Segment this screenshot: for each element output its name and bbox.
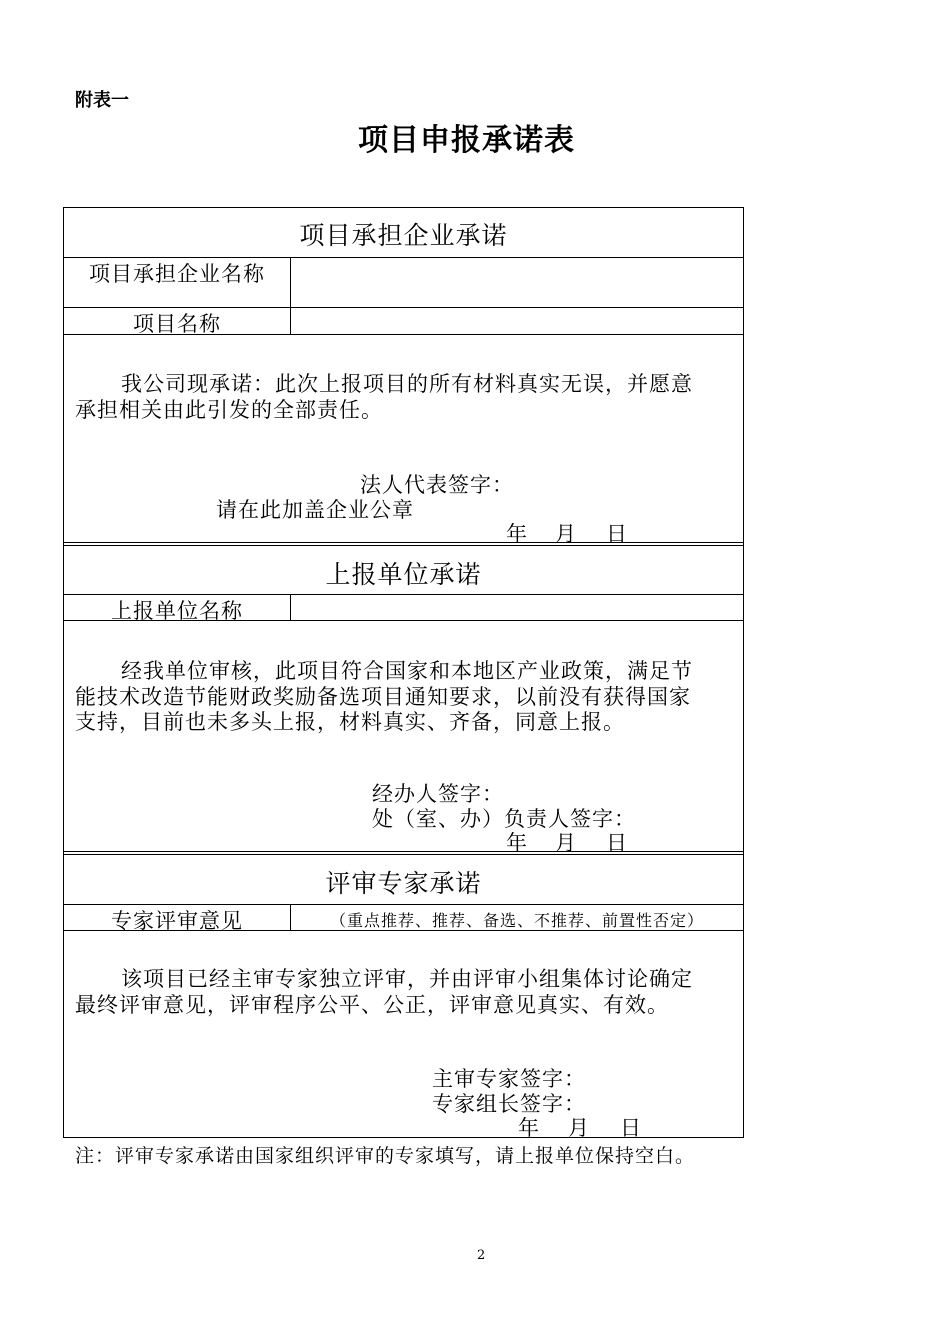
section-heading-expert-review: 评审专家承诺 bbox=[325, 869, 482, 898]
expert-pledge-line-2: 最终评审意见，评审程序公平、公正，评审意见真实、有效。 bbox=[75, 993, 669, 1017]
project-name-field[interactable] bbox=[292, 309, 742, 333]
page-number: 2 bbox=[477, 1248, 486, 1263]
reporting-unit-name-label: 上报单位名称 bbox=[111, 599, 243, 623]
unit-pledge-line-2: 能技术改造节能财政奖励备选项目通知要求，以前没有获得国家 bbox=[75, 685, 691, 709]
expert-pledge-line-1: 该项目已经主审专家独立评审，并由评审小组集体讨论确定 bbox=[121, 967, 693, 991]
enterprise-pledge-line-2: 承担相关由此引发的全部责任。 bbox=[75, 398, 383, 422]
group-leader-signature-label: 专家组长签字： bbox=[432, 1092, 586, 1116]
date-month-label: 月 bbox=[555, 831, 577, 855]
company-name-label: 项目承担企业名称 bbox=[89, 262, 265, 286]
unit-pledge-line-1: 经我单位审核，此项目符合国家和本地区产业政策，满足节 bbox=[121, 659, 693, 683]
enterprise-pledge-line-1: 我公司现承诺：此次上报项目的所有材料真实无误，并愿意 bbox=[121, 372, 693, 396]
company-seal-note: 请在此加盖企业公章 bbox=[216, 498, 414, 522]
date-day-label: 日 bbox=[620, 1116, 642, 1140]
section-heading-reporting-unit: 上报单位承诺 bbox=[325, 560, 482, 589]
appendix-label: 附表一 bbox=[75, 90, 129, 111]
date-year-label: 年 bbox=[506, 831, 528, 855]
footnote: 注：评审专家承诺由国家组织评审的专家填写，请上报单位保持空白。 bbox=[75, 1145, 696, 1167]
date-day-label: 日 bbox=[606, 522, 628, 546]
date-month-label: 月 bbox=[555, 522, 577, 546]
reporting-unit-name-field[interactable] bbox=[292, 596, 742, 619]
expert-opinion-label: 专家评审意见 bbox=[111, 909, 243, 933]
company-name-field[interactable] bbox=[292, 259, 742, 306]
section-heading-enterprise: 项目承担企业承诺 bbox=[299, 221, 508, 250]
handler-signature-label: 经办人签字： bbox=[372, 782, 504, 806]
date-day-label: 日 bbox=[606, 831, 628, 855]
date-month-label: 月 bbox=[568, 1116, 590, 1140]
chief-expert-signature-label: 主审专家签字： bbox=[432, 1067, 586, 1091]
expert-opinion-options[interactable]: （重点推荐、推荐、备选、不推荐、前置性否定） bbox=[329, 911, 704, 930]
unit-pledge-line-3: 支持，目前也未多头上报，材料真实、齐备，同意上报。 bbox=[75, 710, 625, 734]
document-title: 项目申报承诺表 bbox=[358, 123, 575, 158]
project-name-label: 项目名称 bbox=[133, 312, 221, 336]
date-year-label: 年 bbox=[518, 1116, 540, 1140]
office-head-signature-label: 处（室、办）负责人签字： bbox=[372, 807, 636, 831]
legal-rep-signature-label: 法人代表签字： bbox=[360, 473, 514, 497]
date-year-label: 年 bbox=[506, 522, 528, 546]
